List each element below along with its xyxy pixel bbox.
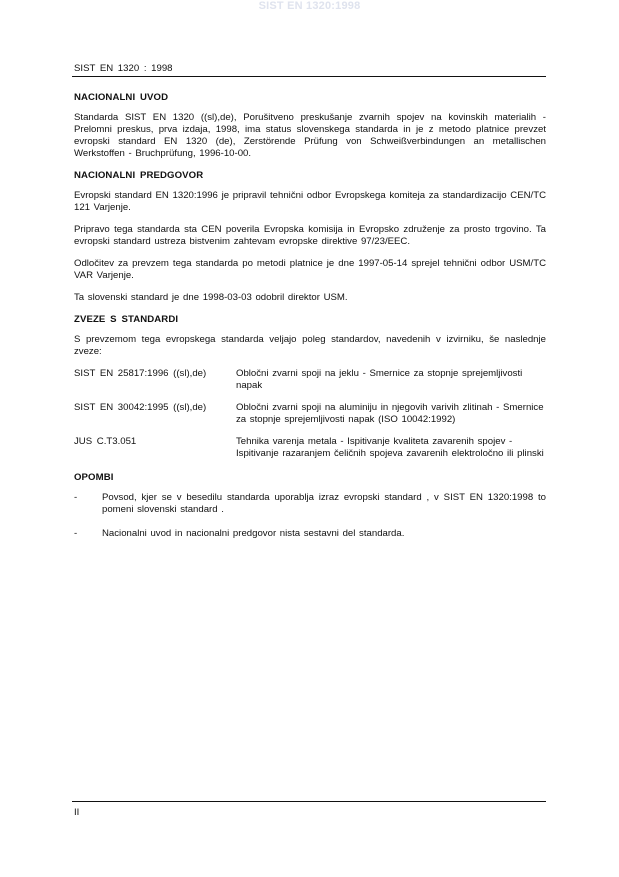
paragraph: Pripravo tega standarda sta CEN poverila Evropska komisija in Evropsko združenje za prosto trgovino. Ta evropski standard ustreza bistvenim zahtevam evropske direktive 97/23/EEC. bbox=[74, 224, 546, 247]
note-item bbox=[74, 492, 546, 516]
note-bullet: - bbox=[74, 528, 78, 539]
reference-description: Obločni zvarni spoji na jeklu - Smernice za stopnje sprejemljivosti napak bbox=[236, 368, 523, 391]
note-text: Povsod, kjer se v besedilu standarda uporablja izraz evropski standard , v SIST EN 1320:1998 to pomeni slovenski standard . bbox=[102, 492, 546, 515]
footer-rule bbox=[72, 801, 546, 802]
watermark: SIST EN 1320:1998 bbox=[258, 0, 361, 12]
document-code-header: SIST EN 1320 : 1998 bbox=[74, 63, 173, 74]
reference-description: Obločni zvarni spoji na aluminiju in njegovih varivih zlitinah - Smernice za stopnje sprejemljivosti napak (ISO 10042:1992) bbox=[236, 402, 544, 425]
page-number: II bbox=[74, 807, 80, 818]
reference-code: SIST EN 30042:1995 ((sl),de) bbox=[74, 402, 207, 413]
section-title-nacionalni-uvod: NACIONALNI UVOD bbox=[74, 92, 169, 103]
note-bullet: - bbox=[74, 492, 78, 503]
paragraph: Ta slovenski standard je dne 1998-03-03 odobril direktor USM. bbox=[74, 292, 348, 303]
page-content bbox=[74, 92, 546, 552]
section-title-zveze-s-standardi: ZVEZE S STANDARDI bbox=[74, 314, 179, 325]
reference-row bbox=[74, 436, 546, 460]
standard-references bbox=[74, 368, 546, 460]
header-rule bbox=[72, 76, 546, 77]
reference-row bbox=[74, 368, 546, 392]
reference-code: SIST EN 25817:1996 ((sl),de) bbox=[74, 368, 207, 379]
notes-list bbox=[74, 492, 546, 540]
paragraph: S prevzemom tega evropskega standarda veljajo poleg standardov, navedenih v izvirniku, še naslednje zveze: bbox=[74, 334, 546, 357]
note-text: Nacionalni uvod in nacionalni predgovor nista sestavni del standarda. bbox=[102, 528, 405, 539]
paragraph: Evropski standard EN 1320:1996 je pripravil tehnični odbor Evropskega komiteja za standardizacijo CEN/TC 121 Varjenje. bbox=[74, 190, 546, 213]
paragraph: Standarda SIST EN 1320 ((sl),de), Porušitveno preskušanje zvarnih spojev na kovinskih materialih - Prelomni preskus, prva izdaja, 1998, ima status slovenskega standarda in je z metodo platnice prevzet evropski standard EN 1320 (de), Zerstörende Prüfung von Schweißverbindungen an metallischen Werkstoffen - Bruchprüfung, 1996-10-00. bbox=[74, 112, 546, 159]
reference-row bbox=[74, 402, 546, 426]
note-item bbox=[74, 528, 546, 540]
reference-code: JUS C.T3.051 bbox=[74, 436, 137, 447]
paragraph: Odločitev za prevzem tega standarda po metodi platnice je dne 1997-05-14 sprejel tehnični odbor USM/TC VAR Varjenje. bbox=[74, 258, 546, 281]
reference-description: Tehnika varenja metala - Ispitivanje kvaliteta zavarenih spojev - Ispitivanje razaranjem čeličnih spojeva zavarenih elektroločno ili plinski bbox=[236, 436, 544, 459]
section-title-nacionalni-predgovor: NACIONALNI PREDGOVOR bbox=[74, 170, 204, 181]
section-title-opombi: OPOMBI bbox=[74, 472, 114, 483]
